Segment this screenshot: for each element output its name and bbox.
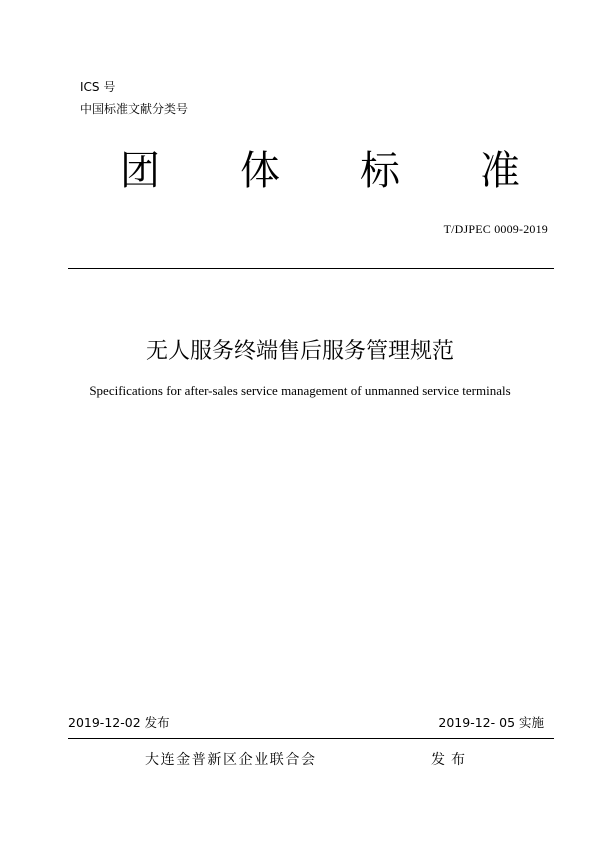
ics-number-label: ICS 号: [80, 80, 116, 94]
document-type-char: 体: [240, 148, 280, 194]
footer-divider: [68, 738, 554, 739]
effective-date: 2019-12- 05 实施: [438, 715, 544, 730]
document-type-char: 标: [360, 148, 400, 194]
header-divider: [68, 268, 554, 269]
chinese-classification-label: 中国标准文献分类号: [80, 102, 189, 116]
publisher-name: 大连金普新区企业联合会: [145, 752, 317, 768]
document-type-char: 准: [480, 148, 520, 194]
issue-date: 2019-12-02 发布: [68, 715, 170, 730]
publish-label: 发布: [431, 752, 471, 768]
standard-number: T/DJPEC 0009-2019: [443, 222, 548, 236]
standard-title-zh: 无人服务终端售后服务管理规范: [145, 339, 454, 364]
standard-title-en: Specifications for after-sales service management of unmanned service terminals: [89, 383, 511, 398]
document-type-heading: [120, 146, 520, 196]
document-type-char: 团: [120, 148, 160, 194]
